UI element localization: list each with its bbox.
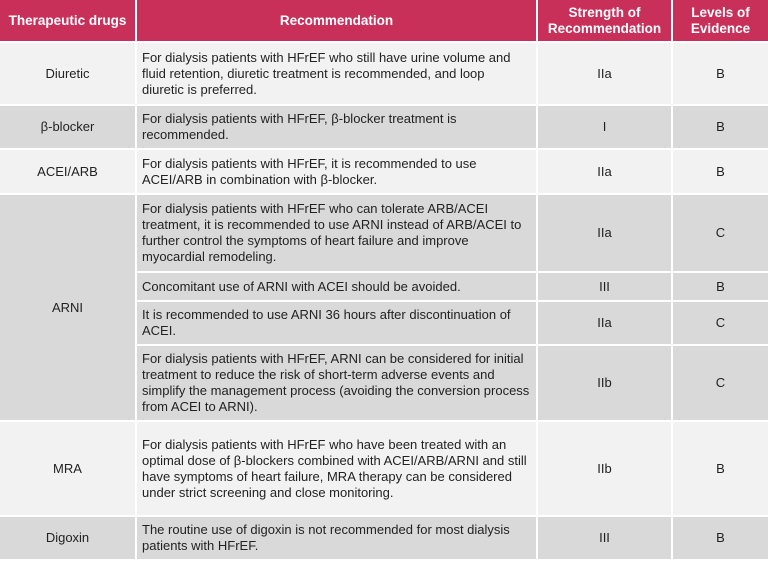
table-row-diuretic bbox=[0, 43, 768, 106]
drug-cell: β-blocker bbox=[0, 106, 137, 150]
strength-cell: IIa bbox=[538, 43, 673, 106]
header-row bbox=[0, 0, 768, 43]
drug-cell: Digoxin bbox=[0, 517, 137, 561]
table-row-digoxin bbox=[0, 517, 768, 561]
evidence-cell: B bbox=[673, 43, 768, 106]
recommendation-cell: For dialysis patients with HFrEF, ARNI can be considered for initial treatment to reduce the risk of short-term adverse events and simplify the management process (avoiding the conversion process from ACEI to ARNI). bbox=[137, 346, 538, 422]
evidence-cell: B bbox=[673, 106, 768, 150]
recommendation-cell: For dialysis patients with HFrEF who have been treated with an optimal dose of β-blockers combined with ACEI/ARB/ARNI and still have symptoms of heart failure, MRA therapy can be considered under strict screening and close monitoring. bbox=[137, 422, 538, 517]
evidence-cell: C bbox=[673, 346, 768, 422]
evidence-cell: C bbox=[673, 302, 768, 346]
evidence-cell: B bbox=[673, 422, 768, 517]
strength-cell: I bbox=[538, 106, 673, 150]
strength-cell: IIb bbox=[538, 422, 673, 517]
evidence-cell: B bbox=[673, 273, 768, 302]
header-strength-line2: Recommendation bbox=[547, 20, 662, 36]
drug-cell: Diuretic bbox=[0, 43, 137, 106]
drug-cell-arni: ARNI bbox=[0, 195, 137, 422]
header-evidence-line2: Evidence bbox=[690, 20, 751, 36]
table-row-beta-blocker bbox=[0, 106, 768, 150]
header-therapeutic-drugs: Therapeutic drugs bbox=[0, 0, 137, 43]
strength-cell: IIa bbox=[538, 195, 673, 273]
header-recommendation: Recommendation bbox=[137, 0, 538, 43]
recommendation-cell: For dialysis patients with HFrEF, β-blocker treatment is recommended. bbox=[137, 106, 538, 150]
header-strength bbox=[538, 0, 673, 43]
strength-cell: III bbox=[538, 273, 673, 302]
recommendation-cell: For dialysis patients with HFrEF who can tolerate ARB/ACEI treatment, it is recommended to use ARNI instead of ARB/ACEI to further control the symptoms of heart failure and improve myocardial remodeling. bbox=[137, 195, 538, 273]
strength-cell: IIb bbox=[538, 346, 673, 422]
drug-cell: ACEI/ARB bbox=[0, 150, 137, 195]
header-evidence-line1: Levels of bbox=[691, 4, 750, 20]
table-row-mra bbox=[0, 422, 768, 517]
table-row-arni-1 bbox=[0, 195, 768, 273]
header-strength-line1: Strength of bbox=[568, 4, 641, 20]
drug-cell: MRA bbox=[0, 422, 137, 517]
recommendation-cell: For dialysis patients with HFrEF, it is recommended to use ACEI/ARB in combination with β-blocker. bbox=[137, 150, 538, 195]
evidence-cell: B bbox=[673, 150, 768, 195]
header-evidence bbox=[673, 0, 768, 43]
recommendation-cell: The routine use of digoxin is not recommended for most dialysis patients with HFrEF. bbox=[137, 517, 538, 561]
recommendation-cell: Concomitant use of ARNI with ACEI should be avoided. bbox=[137, 273, 538, 302]
strength-cell: III bbox=[538, 517, 673, 561]
table-row-acei-arb bbox=[0, 150, 768, 195]
strength-cell: IIa bbox=[538, 302, 673, 346]
evidence-cell: C bbox=[673, 195, 768, 273]
recommendation-cell: For dialysis patients with HFrEF who still have urine volume and fluid retention, diuretic treatment is recommended, and loop diuretic is preferred. bbox=[137, 43, 538, 106]
recommendation-cell: It is recommended to use ARNI 36 hours after discontinuation of ACEI. bbox=[137, 302, 538, 346]
evidence-cell: B bbox=[673, 517, 768, 561]
strength-cell: IIa bbox=[538, 150, 673, 195]
